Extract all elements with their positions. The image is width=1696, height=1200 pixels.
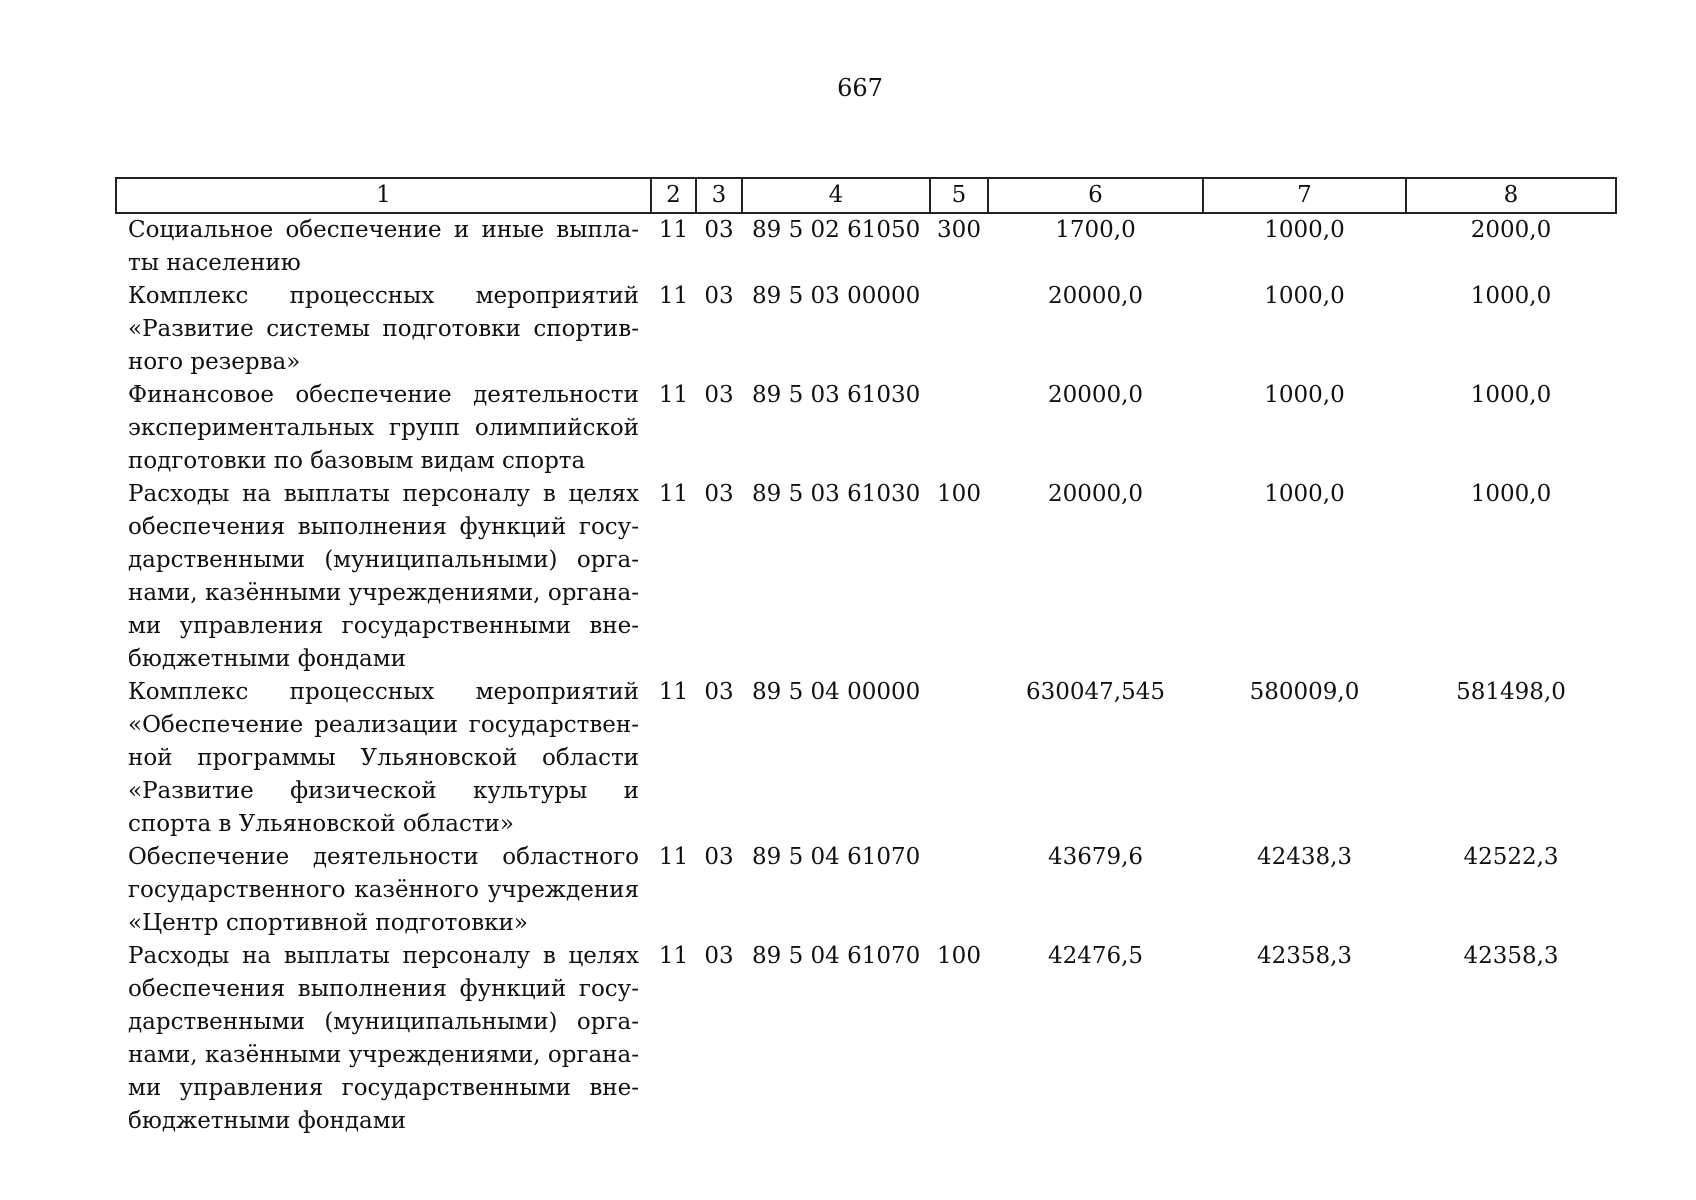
amount-col6: 43679,6 bbox=[1047, 844, 1144, 870]
row-name: Комплекс процессных мероприятий «Развитие системы подготовки спортивного резерва» bbox=[128, 283, 639, 375]
header-cell: 8 bbox=[1406, 178, 1616, 213]
expense-type-code bbox=[930, 841, 988, 940]
amount-col6: 630047,545 bbox=[1025, 679, 1165, 705]
table-row bbox=[116, 379, 1616, 478]
table-header bbox=[116, 178, 1616, 213]
row-name: Расходы на выплаты персоналу в целях обеспечения выполнения функций государственными (муниципальными) органами, казёнными учреждениями, органами управления государственными внебюджетными фондами bbox=[128, 481, 639, 672]
section-code: 11 bbox=[658, 844, 689, 870]
amount-col7: 42358,3 bbox=[1256, 943, 1353, 969]
subsection-code: 03 bbox=[704, 217, 734, 243]
amount-col8: 42358,3 bbox=[1463, 943, 1559, 969]
row-name: Комплекс процессных мероприятий «Обеспечение реализации государственной программы Ульяновской области «Развитие физической культуры и спорта в Ульяновской области» bbox=[128, 679, 639, 837]
amount-col8: 42522,3 bbox=[1463, 844, 1559, 870]
budget-table bbox=[115, 177, 1617, 1138]
header-cell: 3 bbox=[696, 178, 742, 213]
table-body bbox=[116, 213, 1616, 1138]
section-code: 11 bbox=[658, 679, 689, 705]
amount-col8: 581498,0 bbox=[1456, 679, 1566, 705]
table-row bbox=[116, 841, 1616, 940]
table-row bbox=[116, 280, 1616, 379]
amount-col7: 42438,3 bbox=[1256, 844, 1353, 870]
header-cell: 1 bbox=[116, 178, 651, 213]
subsection-code: 03 bbox=[704, 481, 734, 507]
table-row bbox=[116, 940, 1616, 1138]
section-code: 11 bbox=[658, 481, 689, 507]
amount-col7: 1000,0 bbox=[1264, 217, 1345, 243]
amount-col6: 20000,0 bbox=[1047, 382, 1144, 408]
row-name: Социальное обеспечение и иные выплаты населению bbox=[128, 217, 639, 276]
amount-col7: 1000,0 bbox=[1264, 481, 1345, 507]
amount-col8: 2000,0 bbox=[1470, 217, 1552, 243]
subsection-code: 03 bbox=[704, 943, 734, 969]
subsection-code: 03 bbox=[704, 679, 734, 705]
expense-type-code bbox=[930, 379, 988, 478]
section-code: 11 bbox=[658, 382, 689, 408]
subsection-code: 03 bbox=[704, 283, 734, 309]
header-cell: 2 bbox=[651, 178, 696, 213]
section-code: 11 bbox=[658, 943, 689, 969]
row-name: Расходы на выплаты персоналу в целях обеспечения выполнения функций государственными (муниципальными) органами, казёнными учреждениями, органами управления государственными внебюджетными фондами bbox=[128, 943, 639, 1134]
section-code: 11 bbox=[658, 283, 689, 309]
amount-col7: 580009,0 bbox=[1249, 679, 1360, 705]
subsection-code: 03 bbox=[704, 844, 734, 870]
table-row bbox=[116, 213, 1616, 280]
header-cell: 7 bbox=[1203, 178, 1406, 213]
expense-type-code: 300 bbox=[937, 217, 981, 243]
target-article-code: 89 5 03 61030 bbox=[752, 382, 921, 408]
header-cell: 4 bbox=[742, 178, 930, 213]
header-row bbox=[116, 178, 1616, 213]
row-name: Обеспечение деятельности областного государственного казённого учреждения «Центр спортивной подготовки» bbox=[128, 844, 639, 936]
expense-type-code: 100 bbox=[937, 481, 981, 507]
subsection-code: 03 bbox=[704, 382, 734, 408]
amount-col8: 1000,0 bbox=[1470, 382, 1552, 408]
amount-col6: 20000,0 bbox=[1047, 481, 1144, 507]
table-row bbox=[116, 676, 1616, 841]
amount-col8: 1000,0 bbox=[1470, 481, 1552, 507]
header-cell: 5 bbox=[930, 178, 988, 213]
section-code: 11 bbox=[658, 217, 689, 243]
header-cell: 6 bbox=[988, 178, 1203, 213]
row-name: Финансовое обеспечение деятельности экспериментальных групп олимпийской подготовки по базовым видам спорта bbox=[128, 382, 639, 474]
target-article-code: 89 5 02 61050 bbox=[752, 217, 921, 243]
amount-col6: 20000,0 bbox=[1047, 283, 1144, 309]
amount-col6: 42476,5 bbox=[1047, 943, 1144, 969]
expense-type-code: 100 bbox=[937, 943, 981, 969]
amount-col6: 1700,0 bbox=[1055, 217, 1136, 243]
target-article-code: 89 5 04 00000 bbox=[752, 679, 921, 705]
target-article-code: 89 5 04 61070 bbox=[752, 844, 921, 870]
table-row bbox=[116, 478, 1616, 676]
amount-col7: 1000,0 bbox=[1264, 283, 1345, 309]
amount-col8: 1000,0 bbox=[1470, 283, 1552, 309]
target-article-code: 89 5 04 61070 bbox=[752, 943, 921, 969]
page-number: 667 bbox=[837, 74, 883, 102]
expense-type-code bbox=[930, 280, 988, 379]
amount-col7: 1000,0 bbox=[1264, 382, 1345, 408]
expense-type-code bbox=[930, 676, 988, 841]
target-article-code: 89 5 03 00000 bbox=[752, 283, 921, 309]
target-article-code: 89 5 03 61030 bbox=[752, 481, 921, 507]
